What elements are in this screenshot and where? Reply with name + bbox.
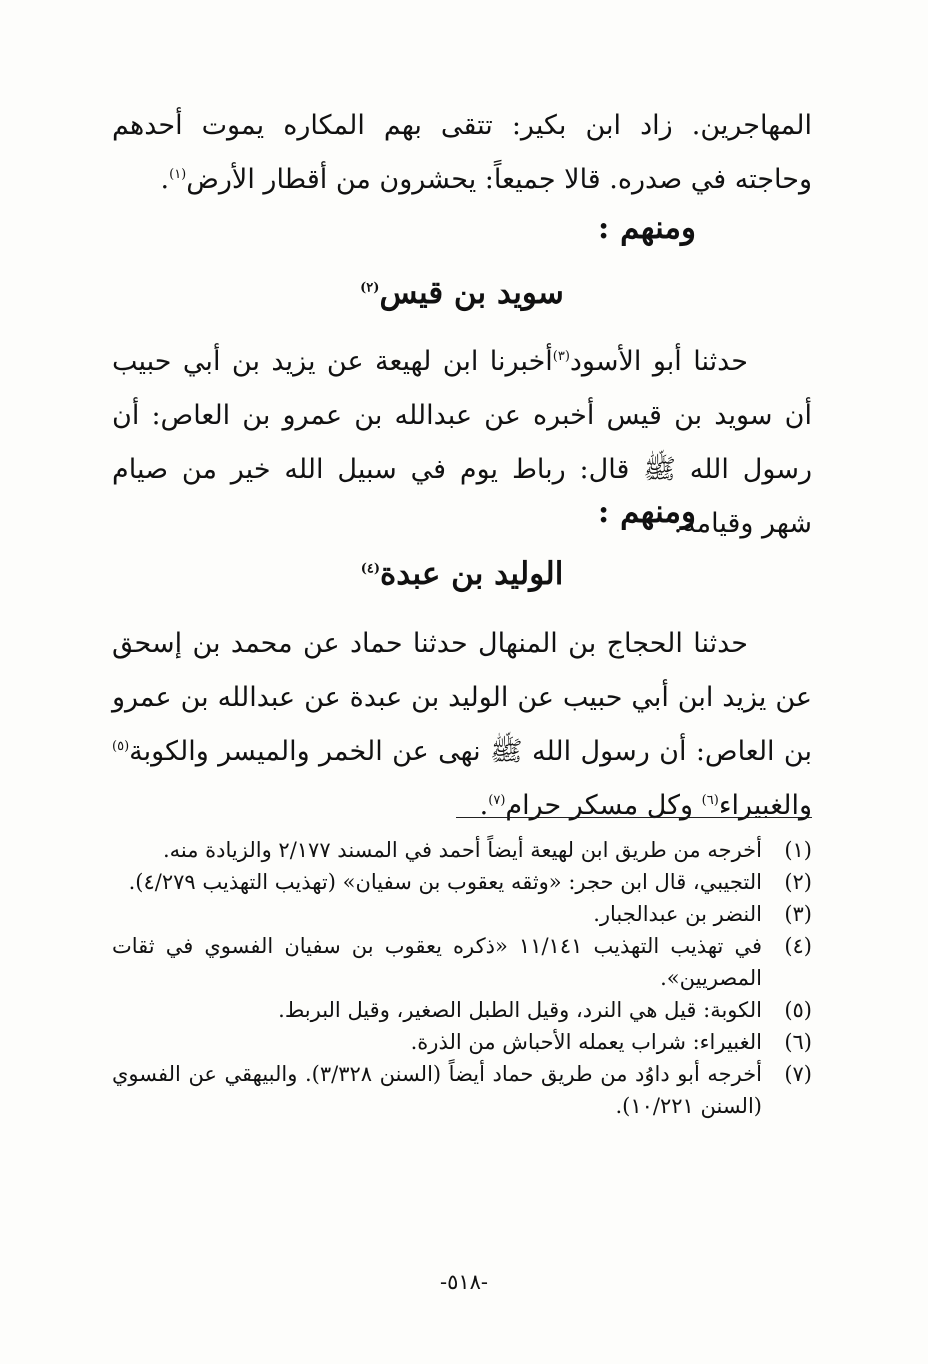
footnote-number: (٦) (784, 1030, 812, 1054)
footnote-item (112, 994, 812, 1026)
footnote-item (112, 834, 812, 866)
person-name-2: الوليد بن عبدة (379, 556, 564, 592)
footnote-number: (٣) (784, 902, 812, 926)
paragraph-text: حدثنا أبو الأسود (569, 346, 748, 377)
footnote-item (112, 930, 812, 994)
footnote-text: النضر بن عبدالجبار. (593, 902, 762, 926)
footnote-text: الغبيراء: شراب يعمله الأحباش من الذرة. (410, 1030, 762, 1054)
footnotes (112, 834, 812, 1122)
footnote-ref-7: (٧) (488, 793, 506, 808)
paragraph-continuation (112, 99, 812, 207)
paragraph-end: . (479, 790, 489, 821)
footnote-text: أخرجه أبو داوُد من طريق حماد أيضاً (السنن ٣/٣٢٨). والبيهقي عن الفسوي (السنن ١٠/٢٢١). (112, 1062, 763, 1118)
footnote-number: (٥) (784, 998, 812, 1022)
footnote-ref-4: (٤) (360, 561, 380, 577)
paragraph-text: أخبرنا ابن لهيعة عن يزيد بن أبي حبيب أن سويد بن قيس أخبره عن عبدالله بن عمرو بن العاص: أن رسول الله ﷺ قال: رباط يوم في سبيل الله خير من صيام شهر وقيامه. (112, 346, 812, 539)
paragraph-text: المهاجرين. زاد ابن بكير: تتقى بهم المكاره يموت أحدهم وحاجته في صدره. قالا جميعاً: يحشرون من أقطار الأرض (112, 110, 812, 195)
paragraph-suwaid (112, 335, 812, 551)
footnote-item (112, 866, 812, 898)
footnote-number: (٤) (784, 934, 812, 958)
section-heading-1: ومنهم : (597, 210, 696, 246)
footnote-text: أخرجه من طريق ابن لهيعة أيضاً أحمد في المسند ٢/١٧٧ والزيادة منه. (162, 838, 762, 862)
page-number: -٥١٨- (439, 1270, 489, 1294)
paragraph-end: . (160, 164, 170, 195)
footnote-number: (١) (784, 838, 812, 862)
person-heading-1 (112, 275, 812, 311)
footnote-number: (٧) (784, 1062, 812, 1086)
person-name-1: سويد بن قيس (379, 275, 564, 311)
footnote-text: في تهذيب التهذيب ١١/١٤١ «ذكره يعقوب بن سفيان الفسوي في ثقات المصريين». (112, 934, 762, 990)
footnote-ref-5: (٥) (112, 739, 130, 754)
paragraph-text: وكل مسكر حرام (505, 790, 702, 821)
footnote-item (112, 898, 812, 930)
footnote-number: (٢) (784, 870, 812, 894)
footnote-text: الكوبة: قيل هي النرد، وقيل الطبل الصغير، وقيل البربط. (278, 998, 762, 1022)
footnote-ref-3: (٣) (552, 349, 570, 364)
footnote-text: التجيبي، قال ابن حجر: «وثقه يعقوب بن سفيان» (تهذيب التهذيب ٤/٢٧٩). (128, 870, 762, 894)
footnote-item (112, 1058, 812, 1122)
person-heading-2 (112, 556, 812, 592)
paragraph-text: حدثنا الحجاج بن المنهال حدثنا حماد عن محمد بن إسحق عن يزيد ابن أبي حبيب عن الوليد بن عبدة عن عبدالله بن عمرو بن العاص: أن رسول الله ﷺ نهى عن الخمر والميسر والكوبة (112, 628, 812, 767)
section-heading-2: ومنهم : (597, 494, 696, 530)
footnote-item (112, 1026, 812, 1058)
footnote-divider (456, 817, 812, 818)
footnote-ref-2: (٢) (360, 280, 380, 296)
footnote-ref-1: (١) (169, 167, 187, 182)
paragraph-walid (112, 617, 812, 833)
footnote-ref-6: (٦) (701, 793, 719, 808)
paragraph-text: والغبيراء (718, 790, 812, 821)
